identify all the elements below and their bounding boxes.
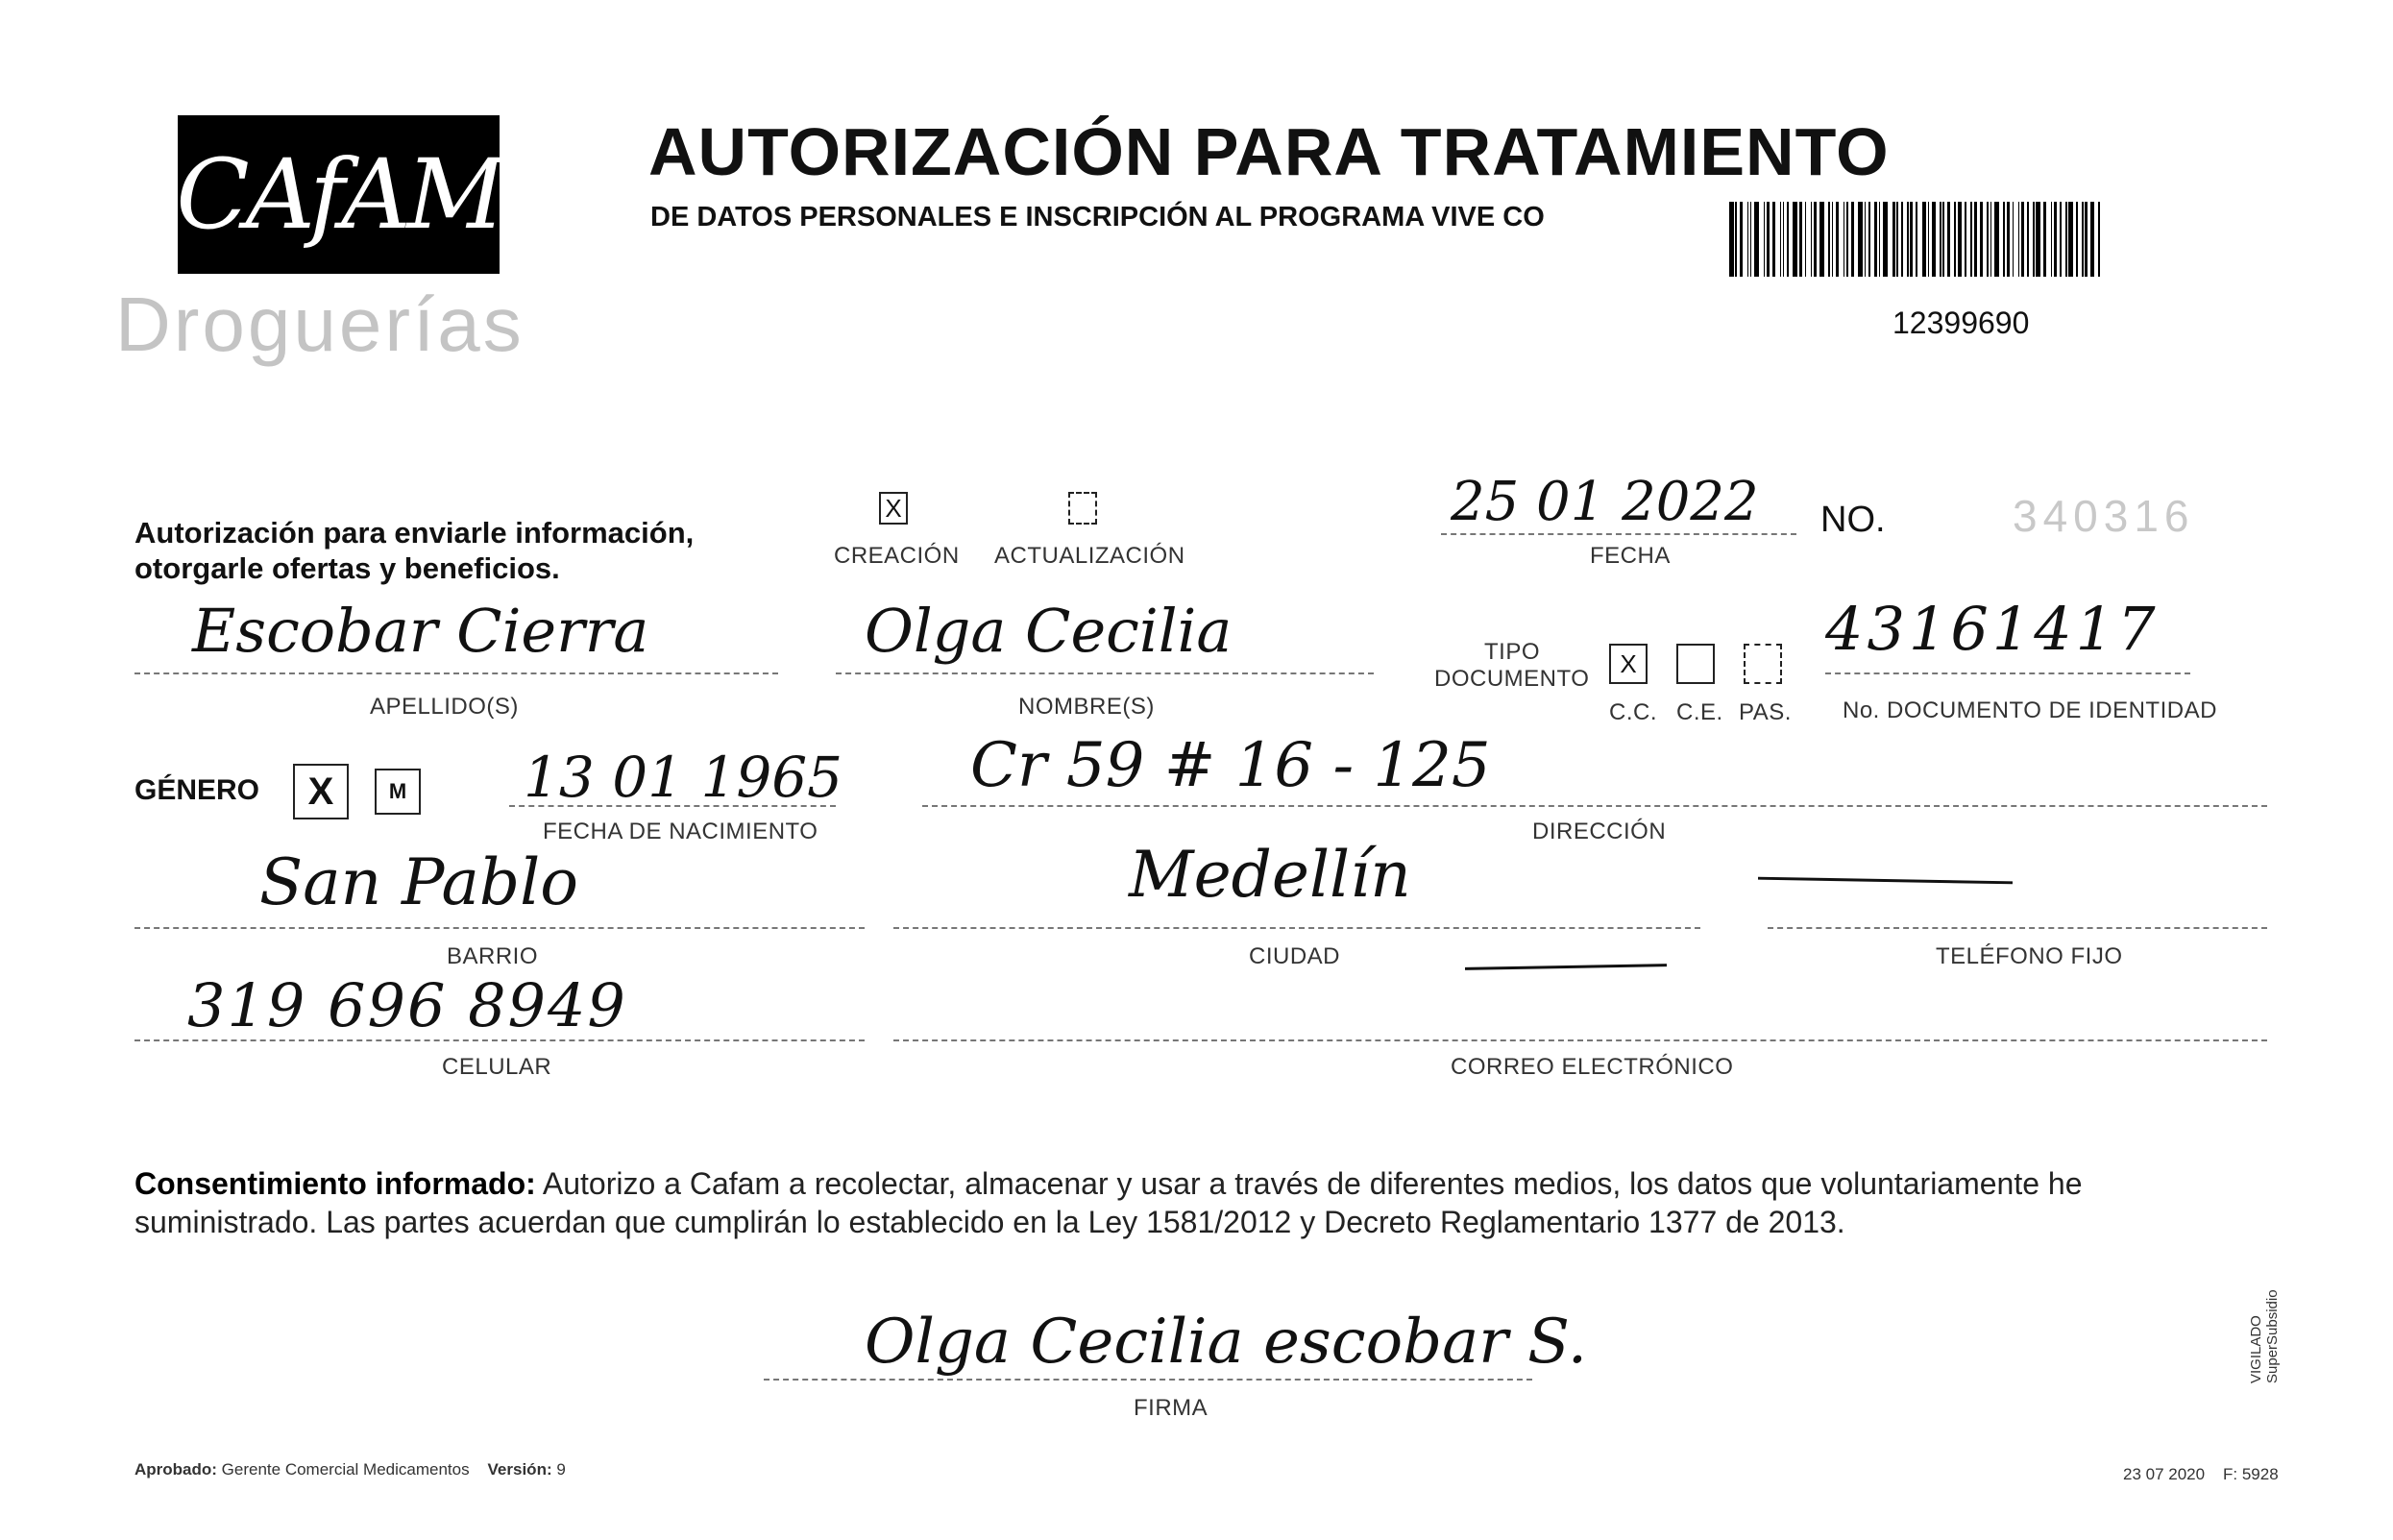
barcode-bar: [2065, 202, 2067, 277]
barcode-bar: [2018, 202, 2020, 277]
version-value: 9: [556, 1460, 566, 1479]
birth-line: [509, 805, 836, 807]
address-line: [922, 805, 2267, 807]
intro-text: [134, 515, 694, 586]
barcode-bar: [2090, 202, 2093, 277]
email-strike-line: [1465, 964, 1667, 970]
gender-label: GÉNERO: [134, 774, 260, 806]
barcode-bar: [1954, 202, 1956, 277]
barcode-bar: [1750, 202, 1752, 277]
barcode-bar: [1879, 202, 1881, 277]
barcode-bar: [2051, 202, 2053, 277]
doc-type-label-2: DOCUMENTO: [1434, 666, 1590, 692]
barcode: [1729, 202, 2123, 277]
consent-block: [134, 1164, 2248, 1241]
barcode-bar: [1832, 202, 1834, 277]
barcode-bar: [1735, 202, 1737, 277]
form-title: AUTORIZACIÓN PARA TRATAMIENTO: [648, 114, 1890, 189]
footer-right: [2123, 1465, 2279, 1484]
number-value: 340316: [2013, 491, 2195, 541]
consent-text: Autorizo a Cafam a recolectar, almacenar y usar a través de diferentes medios, los datos que voluntariamente he suministrado. Las partes acuerdan que cumplirán lo establecido en la Ley 1581/2012 y Decreto Reglamentario 1377 de 2013.: [134, 1166, 2083, 1239]
barcode-bar: [1783, 202, 1785, 277]
logo-text: CAfAM: [176, 138, 501, 251]
barcode-bar: [1740, 202, 1743, 277]
barcode-bar: [1767, 202, 1770, 277]
address-label: DIRECCIÓN: [1532, 819, 1667, 844]
barrio-label: BARRIO: [447, 943, 539, 969]
barcode-bar: [1892, 202, 1895, 277]
city-label: CIUDAD: [1249, 943, 1341, 969]
barcode-bar: [1836, 202, 1839, 277]
barrio-value: San Pablo: [259, 845, 578, 919]
birth-value: 13 01 1965: [524, 745, 843, 810]
intro-line-1: Autorización para enviarle información,: [134, 516, 695, 550]
update-checkbox[interactable]: [1068, 492, 1097, 525]
barcode-bar: [1793, 202, 1797, 277]
surname-label: APELLIDO(S): [370, 694, 519, 720]
barcode-bar: [1844, 202, 1845, 277]
intro-line-2: otorgarle ofertas y beneficios.: [134, 551, 560, 585]
barcode-bar: [1974, 202, 1977, 277]
barcode-bar: [1907, 202, 1909, 277]
date-value: 25 01 2022: [1451, 471, 1759, 533]
name-line: [836, 672, 1374, 674]
gender-f-checkbox[interactable]: [293, 764, 349, 819]
barcode-bar: [2082, 202, 2084, 277]
barcode-bar: [1932, 202, 1935, 277]
barcode-bar: [1787, 202, 1789, 277]
doc-number-label: No. DOCUMENTO DE IDENTIDAD: [1843, 697, 2217, 723]
city-line: [893, 927, 1700, 929]
date-line: [1441, 533, 1796, 535]
city-value: Medellín: [1129, 838, 1411, 912]
creation-checkbox[interactable]: [879, 492, 908, 525]
barcode-bar: [1928, 202, 1930, 277]
barcode-bar: [1851, 202, 1854, 277]
form-subtitle: DE DATOS PERSONALES E INSCRIPCIÓN AL PROGRAMA VIVE CO: [650, 202, 1545, 232]
barcode-bar: [1922, 202, 1927, 277]
doc-number-value: 43161417: [1825, 594, 2160, 664]
barcode-bar: [1947, 202, 1950, 277]
ce-checkbox[interactable]: [1676, 644, 1715, 684]
barcode-bar: [1865, 202, 1867, 277]
footer-left: [134, 1460, 566, 1479]
barcode-bar: [2033, 202, 2035, 277]
phone-line: [1768, 927, 2267, 929]
barcode-bar: [2021, 202, 2024, 277]
cc-mark: X: [1620, 648, 1637, 678]
name-label: NOMBRE(S): [1018, 694, 1155, 720]
barcode-bar: [2068, 202, 2073, 277]
phone-label: TELÉFONO FIJO: [1936, 943, 2123, 969]
barcode-bar: [1805, 202, 1807, 277]
gender-m-checkbox[interactable]: [375, 769, 421, 815]
barcode-bar: [1990, 202, 1992, 277]
barcode-bar: [2013, 202, 2015, 277]
barcode-bar: [1896, 202, 1898, 277]
ce-label: C.E.: [1676, 699, 1723, 725]
barcode-bar: [1858, 202, 1863, 277]
cc-label: C.C.: [1609, 699, 1657, 725]
barcode-bar: [1747, 202, 1749, 277]
logo-subtext: Droguerías: [115, 281, 525, 367]
barcode-bar: [2054, 202, 2057, 277]
phone-strike-line: [1758, 877, 2013, 885]
barcode-bar: [1819, 202, 1824, 277]
barcode-bar: [2085, 202, 2088, 277]
barcode-bar: [1942, 202, 1944, 277]
barcode-bar: [1970, 202, 1972, 277]
barcode-bar: [1754, 202, 1759, 277]
side-text: VIGILADO SuperSubsidio: [2248, 1289, 2281, 1383]
form-code: F: 5928: [2223, 1465, 2279, 1483]
approved-label: Aprobado:: [134, 1460, 217, 1479]
barcode-bar: [2098, 202, 2100, 277]
doc-type-label-1: TIPO: [1484, 639, 1541, 665]
barcode-bar: [1916, 202, 1917, 277]
signature-value: Olga Cecilia escobar S.: [865, 1307, 1588, 1378]
barcode-bar: [1828, 202, 1830, 277]
barcode-bar: [1764, 202, 1766, 277]
barcode-bar: [1780, 202, 1782, 277]
update-label: ACTUALIZACIÓN: [994, 543, 1185, 569]
birth-label: FECHA DE NACIMIENTO: [543, 819, 818, 844]
barcode-bar: [1965, 202, 1966, 277]
barcode-bar: [2076, 202, 2078, 277]
barcode-bar: [1729, 202, 1734, 277]
barcode-bar: [1987, 202, 1989, 277]
barcode-bar: [1883, 202, 1888, 277]
number-label: NO.: [1820, 500, 1886, 540]
name-value: Olga Cecilia: [865, 596, 1233, 666]
barcode-bar: [2007, 202, 2010, 277]
barcode-bar: [2003, 202, 2005, 277]
barcode-bar: [1799, 202, 1802, 277]
barcode-bar: [1994, 202, 1999, 277]
email-label: CORREO ELECTRÓNICO: [1451, 1054, 1734, 1080]
creation-mark: X: [885, 493, 902, 523]
barcode-bar: [1901, 202, 1903, 277]
barcode-bar: [1910, 202, 1913, 277]
mobile-label: CELULAR: [442, 1054, 552, 1080]
email-line: [893, 1039, 2267, 1041]
cc-checkbox[interactable]: [1609, 644, 1648, 684]
barcode-bar: [2027, 202, 2029, 277]
date-label: FECHA: [1590, 543, 1671, 569]
barcode-bar: [1814, 202, 1817, 277]
barcode-bar: [2036, 202, 2040, 277]
gender-m-label: M: [388, 779, 407, 803]
barcode-bar: [1958, 202, 1963, 277]
version-label: Versión:: [487, 1460, 552, 1479]
surname-line: [134, 672, 778, 674]
surname-value: Escobar Cierra: [192, 596, 649, 666]
creation-label: CREACIÓN: [834, 543, 960, 569]
pas-label: PAS.: [1739, 699, 1792, 725]
signature-label: FIRMA: [1134, 1395, 1209, 1421]
address-value: Cr 59 # 16 - 125: [970, 730, 1491, 801]
barcode-bar: [1980, 202, 1983, 277]
mobile-line: [134, 1039, 865, 1041]
barcode-bar: [1772, 202, 1775, 277]
date-code: 23 07 2020: [2123, 1465, 2206, 1483]
signature-line: [764, 1379, 1532, 1381]
barcode-bar: [1846, 202, 1848, 277]
approved-value: Gerente Comercial Medicamentos: [221, 1460, 470, 1479]
barcode-number: 12399690: [1892, 306, 2030, 340]
barcode-bar: [1874, 202, 1877, 277]
consent-heading: Consentimiento informado:: [134, 1166, 536, 1201]
barcode-bar: [1940, 202, 1941, 277]
barcode-bar: [1868, 202, 1870, 277]
gender-f-mark: X: [307, 770, 334, 813]
pas-checkbox[interactable]: [1744, 644, 1782, 684]
barcode-bar: [2060, 202, 2062, 277]
barrio-line: [134, 927, 865, 929]
barcode-bar: [2043, 202, 2046, 277]
mobile-value: 319 696 8949: [187, 970, 627, 1040]
cafam-logo: [178, 115, 500, 274]
barcode-bar: [1811, 202, 1813, 277]
doc-number-line: [1825, 672, 2190, 674]
